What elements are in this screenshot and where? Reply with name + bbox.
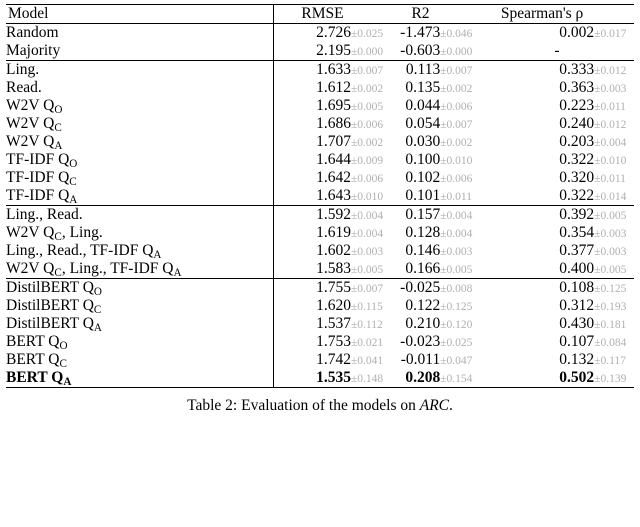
cell-spearman: 0.363 [559,79,595,96]
cell-spearman: 0.377 [559,242,595,259]
table-row [6,224,634,242]
cell-model: Majority [6,42,274,61]
column-header-r2-err [440,5,480,24]
cell-r2-err: ±0.005 [440,264,473,276]
cell-rmse: 1.592 [274,206,351,225]
table-row [6,369,634,388]
cell-rmse-err: ±0.005 [350,264,384,276]
cell-rmse-err: ±0.009 [350,155,384,167]
cell-r2-err: ±0.003 [440,246,473,258]
cell-spearman: 0.502 [480,369,594,388]
table-row [6,61,634,80]
cell-r2-err: ±0.047 [440,355,473,367]
cell-model: Ling., Read. [6,206,274,225]
cell-r2: -0.023 [400,333,441,350]
cell-model: W2V $Q_C$ [6,115,274,133]
column-header-model: Model [6,5,274,24]
cell-r2: 0.044 [405,97,441,114]
column-header-spearman-err [594,5,634,24]
cell-rmse-err: ±0.003 [350,246,384,258]
cell-r2-err: ±0.046 [440,24,480,43]
cell-r2-err: ±0.006 [440,101,473,113]
table-row [6,315,634,333]
cell-model: DistilBERT $Q_O$ [6,279,274,298]
cell-r2: -1.473 [391,24,440,43]
cell-model: BERT $Q_C$ [6,351,274,369]
cell-rmse-err: ±0.007 [351,61,391,80]
cell-r2: 0.157 [391,206,440,225]
cell-r2: 0.146 [405,242,441,259]
table-row [6,151,634,169]
cell-spearman: 0.430 [559,315,595,332]
cell-rmse: 2.726 [274,24,351,43]
column-header-r2: R2 [391,5,440,24]
cell-spearman-err: ±0.005 [594,264,627,276]
cell-spearman: 0.322 [559,187,595,204]
cell-model: TF-IDF $Q_C$ [6,169,274,187]
cell-rmse: 1.753 [316,333,351,350]
results-table [6,4,634,388]
cell-r2-err: ±0.004 [440,206,480,225]
table-row [6,242,634,260]
cell-model: W2V $Q_C$, Ling., TF-IDF $Q_A$ [6,260,274,279]
table-row [6,169,634,187]
caption-dataset: ARC [419,397,450,414]
cell-rmse-err: ±0.041 [350,355,384,367]
table-row [6,97,634,115]
cell-rmse: 1.686 [316,115,351,132]
cell-rmse: 1.602 [316,242,351,259]
cell-rmse: 1.755 [274,279,351,298]
cell-r2: 0.113 [391,61,440,80]
cell-model: Ling. [6,61,274,80]
cell-rmse-err: ±0.148 [351,369,391,388]
cell-r2-err: ±0.125 [440,301,473,313]
cell-rmse: 1.742 [316,351,351,368]
cell-r2-err: ±0.154 [440,369,480,388]
cell-rmse: 1.535 [274,369,351,388]
cell-r2: -0.025 [391,279,440,298]
table-row [6,297,634,315]
cell-rmse: 1.619 [316,224,351,241]
cell-model: Read. [6,79,274,97]
cell-spearman: 0.354 [559,224,595,241]
cell-spearman: 0.203 [559,133,595,150]
cell-rmse-err: ±0.025 [351,24,391,43]
table-figure [0,4,640,415]
table-caption [0,397,640,415]
cell-model: TF-IDF $Q_O$ [6,151,274,169]
cell-model: DistilBERT $Q_A$ [6,315,274,333]
cell-rmse-err: ±0.004 [350,228,384,240]
cell-rmse: 1.642 [316,169,351,186]
cell-spearman-err: ±0.084 [594,337,627,349]
cell-spearman-err: ±0.139 [594,369,634,388]
cell-model: DistilBERT $Q_C$ [6,297,274,315]
cell-spearman-err: ±0.125 [594,279,634,298]
table-row [6,351,634,369]
cell-r2: 0.135 [405,79,441,96]
cell-model: BERT $Q_A$ [6,369,274,388]
cell-spearman: - [554,42,560,59]
table-row [6,79,634,97]
cell-rmse-err: ±0.002 [350,137,384,149]
cell-r2: 0.128 [405,224,441,241]
cell-rmse: 1.707 [316,133,351,150]
cell-rmse-err: ±0.112 [350,319,383,331]
cell-r2-err: ±0.004 [440,228,473,240]
table-row [6,333,634,351]
column-header-rmse-err [351,5,391,24]
cell-r2-err: ±0.011 [440,191,472,203]
caption-prefix: Table 2: Evaluation of the models on [187,397,420,414]
cell-r2: 0.166 [405,260,441,277]
cell-rmse: 1.583 [316,260,351,277]
cell-spearman: 0.320 [559,169,595,186]
cell-rmse-err: ±0.007 [351,279,391,298]
table-row [6,24,634,43]
cell-spearman-err: ±0.010 [594,155,627,167]
cell-rmse-err: ±0.006 [350,119,384,131]
cell-spearman: 0.107 [559,333,595,350]
cell-rmse: 1.643 [316,187,351,204]
cell-rmse-err: ±0.000 [350,46,384,58]
cell-rmse-err: ±0.005 [350,101,384,113]
cell-spearman-err: ±0.117 [594,355,626,367]
cell-rmse-err: ±0.115 [350,301,383,313]
cell-spearman-err: ±0.005 [594,206,634,225]
cell-spearman-err: ±0.014 [594,191,627,203]
cell-model: TF-IDF $Q_A$ [6,187,274,206]
cell-spearman-err: ±0.011 [594,101,626,113]
cell-rmse-err: ±0.021 [350,337,384,349]
cell-spearman-err: ±0.003 [594,83,627,95]
column-header-spearman: Spearman's ρ [480,5,594,24]
cell-rmse: 1.612 [316,79,351,96]
table-row [6,42,634,61]
cell-spearman-err: ±0.011 [594,173,626,185]
cell-spearman-err: ±0.004 [594,137,627,149]
cell-spearman-err: ±0.003 [594,228,627,240]
cell-r2-err: ±0.000 [440,46,473,58]
table-row [6,260,634,279]
cell-rmse: 1.633 [274,61,351,80]
cell-rmse: 2.195 [316,42,351,59]
cell-r2: 0.102 [405,169,441,186]
cell-r2-err: ±0.008 [440,279,480,298]
cell-r2: 0.208 [391,369,440,388]
cell-r2: 0.100 [405,151,441,168]
cell-r2: 0.030 [405,133,441,150]
cell-spearman-err: ±0.003 [594,246,627,258]
cell-spearman-err: ±0.012 [594,119,627,131]
caption-suffix: . [449,397,453,414]
cell-model: Ling., Read., TF-IDF $Q_A$ [6,242,274,260]
table-row [6,133,634,151]
table-row [6,187,634,206]
cell-r2-err: ±0.002 [440,137,473,149]
cell-r2: 0.210 [405,315,441,332]
cell-spearman: 0.400 [559,260,595,277]
cell-rmse-err: ±0.010 [350,191,384,203]
cell-r2: -0.603 [400,42,441,59]
cell-rmse-err: ±0.002 [350,83,384,95]
table-row [6,279,634,298]
cell-model: BERT $Q_O$ [6,333,274,351]
cell-model: W2V $Q_O$ [6,97,274,115]
cell-spearman: 0.333 [480,61,594,80]
cell-r2-err: ±0.007 [440,61,480,80]
cell-rmse: 1.644 [316,151,351,168]
table-header-row [6,5,634,24]
cell-spearman: 0.108 [480,279,594,298]
table-row [6,115,634,133]
cell-r2-err: ±0.010 [440,155,473,167]
cell-model: Random [6,24,274,43]
cell-spearman: 0.240 [559,115,595,132]
cell-rmse-err: ±0.004 [351,206,391,225]
cell-r2: 0.101 [405,187,441,204]
cell-rmse-err: ±0.006 [350,173,384,185]
cell-model: W2V $Q_C$, Ling. [6,224,274,242]
cell-spearman-err: ±0.012 [594,61,634,80]
column-header-rmse: RMSE [274,5,351,24]
cell-model: W2V $Q_A$ [6,133,274,151]
cell-spearman: 0.392 [480,206,594,225]
cell-rmse: 1.695 [316,97,351,114]
cell-rmse: 1.620 [316,297,351,314]
cell-r2-err: ±0.006 [440,173,473,185]
cell-spearman: 0.223 [559,97,595,114]
cell-rmse: 1.537 [316,315,351,332]
table-row [6,206,634,225]
cell-r2-err: ±0.007 [440,119,473,131]
cell-spearman: 0.322 [559,151,595,168]
cell-spearman-err: ±0.181 [594,319,627,331]
cell-r2: -0.011 [400,351,441,368]
cell-spearman: 0.132 [559,351,595,368]
cell-spearman: 0.002 [480,24,594,43]
cell-r2-err: ±0.120 [440,319,473,331]
cell-spearman-err: ±0.193 [594,301,627,313]
cell-spearman: 0.312 [559,297,595,314]
cell-r2: 0.122 [405,297,441,314]
cell-r2-err: ±0.025 [440,337,473,349]
cell-r2-err: ±0.002 [440,83,473,95]
cell-spearman-err: ±0.017 [594,24,634,43]
cell-r2: 0.054 [405,115,441,132]
